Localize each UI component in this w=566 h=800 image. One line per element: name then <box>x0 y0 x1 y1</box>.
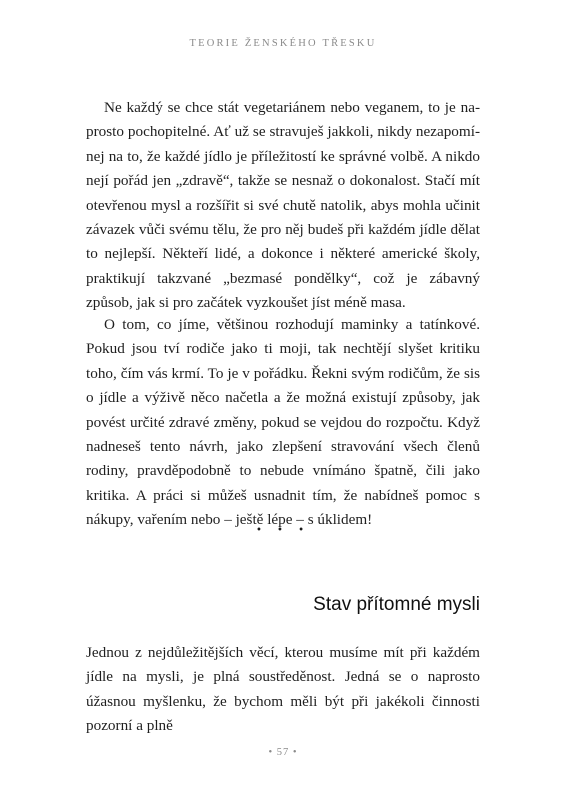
paragraph-1: Ne každý se chce stát vegetariánem nebo veganem, to je naprosto pochopitelné. Ať už se stravuješ jakkoli, nikdy nezapomínej na to, že každé jídlo je příležitostí ke správné volbě. A nikdo nejí pořád jen „zdravě“, takže se nesnaž o dokonalost. Stačí mít otevřenou mysl a rozšířit si své chutě natolik, abys mohla učinit závazek vůči svému tělu, že pro něj budeš při každém jídle dělat to nejlepší. Někteří lidé, a dokonce i některé americké školy, praktikují takzvané „bezmasé pondělky“, což je zábavný způsob, jak si pro začátek vyzkoušet jíst méně masa. <box>86 99 480 312</box>
section-title: Stav přítomné mysli <box>313 594 480 615</box>
section-separator: • • • <box>255 525 311 536</box>
page-number: • 57 • <box>268 747 298 758</box>
body-text-block-2 <box>86 313 480 533</box>
body-text-block-3 <box>86 641 480 739</box>
body-text-block-1 <box>86 96 480 316</box>
paragraph-2: O tom, co jíme, většinou rozhodují maminky a tatínkové. Pokud jsou tví rodiče jako ti moji, tak nechtějí slyšet kritiku toho, čím vás krmí. To je v pořádku. Řekni svým rodičům, že sis o jídle a výživě něco načetla a že možná existují způsoby, jak povést určité zdravé změny, pokud se vejdou do rozpočtu. Když nadneseš tento návrh, jako zlepšení stravování všech členů rodiny, pravděpodobně to nebude vnímáno špatně, čili jako kritika. A práci si můžeš usnadnit tím, že nabídneš pomoc s nákupy, vařením nebo – ještě lépe – s úklidem! <box>86 316 480 529</box>
running-head: TEORIE ŽENSKÉHO TŘESKU <box>189 38 377 49</box>
paragraph-3: Jednou z nejdůležitějších věcí, kterou musíme mít při každém jídle na mysli, je plná soustředěnost. Jedná se o naprosto úžasnou myšlenku, že bychom měli být při jakékoli činnosti pozorní a plně <box>86 644 480 735</box>
